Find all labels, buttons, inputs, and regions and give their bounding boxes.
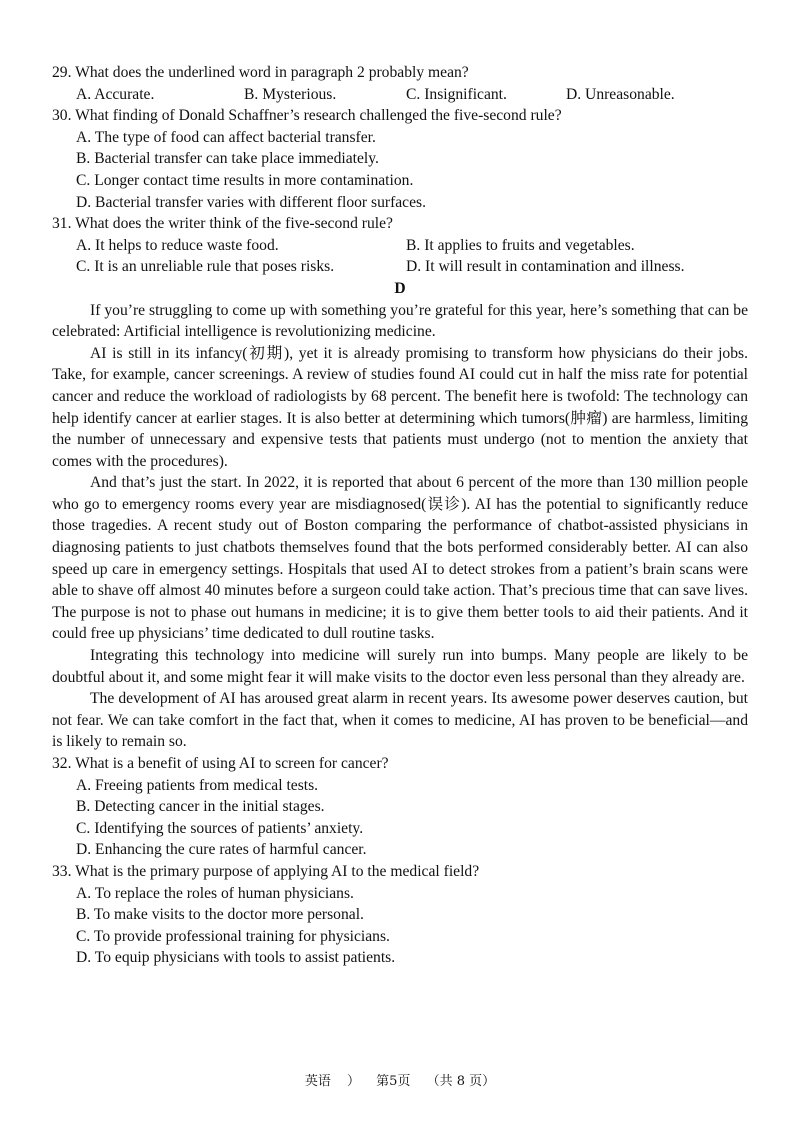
section-heading: D xyxy=(394,279,406,297)
option-d: D. Unreasonable. xyxy=(566,85,675,103)
option-b: B. Detecting cancer in the initial stages. xyxy=(76,798,325,816)
passage-paragraph: If you’re struggling to come up with something you’re grateful for this year, here’s something that can be celebrated: Artificial intelligence is revolutionizing medicine. xyxy=(52,301,748,341)
question-29 xyxy=(52,62,748,105)
option-b: B. It applies to fruits and vegetables. xyxy=(406,236,635,254)
option-b: B. Bacterial transfer can take place immediately. xyxy=(76,150,379,168)
option-a: A. The type of food can affect bacterial transfer. xyxy=(76,128,376,146)
reading-passage xyxy=(52,300,748,753)
exam-page xyxy=(52,62,748,969)
option-d: D. Enhancing the cure rates of harmful cancer. xyxy=(76,841,367,859)
passage-paragraph: AI is still in its infancy(初期), yet it is already promising to transform how physicians do their jobs. Take, for example, cancer screenings. A review of studies found AI could cut in half the miss rate for potential cancer and reduce the workload of radiologists by 68 percent. The benefit here is twofold: The technology can help identify cancer at earlier stages. It is also better at determining which tumors(肿瘤) are harmless, limiting the number of unnecessary and expensive tests that patients must undergo (not to mention the anxiety that comes with the procedures). xyxy=(52,344,748,470)
question-stem: 31. What does the writer think of the five-second rule? xyxy=(52,215,393,233)
footer-subject: 英语 xyxy=(304,1074,331,1089)
question-stem: 32. What is a benefit of using AI to screen for cancer? xyxy=(52,755,389,772)
passage-paragraph: The development of AI has aroused great alarm in recent years. Its awesome power deserves caution, but not fear. We can take comfort in the fact that, when it comes to medicine, AI has proven to be beneficial—and is likely to remain so. xyxy=(52,690,748,751)
question-stem: 30. What finding of Donald Schaffner’s research challenged the five-second rule? xyxy=(52,107,562,125)
page-footer xyxy=(0,1070,800,1089)
question-33 xyxy=(52,861,748,969)
options-row xyxy=(52,256,748,278)
options-row xyxy=(52,235,748,257)
footer-total-pages: （共 8 页） xyxy=(426,1074,496,1089)
option-a: A. To replace the roles of human physicians. xyxy=(76,884,354,902)
option-a: A. Accurate. xyxy=(76,85,155,103)
option-a: A. Freeing patients from medical tests. xyxy=(76,776,319,794)
question-31 xyxy=(52,213,748,278)
option-c: C. Insignificant. xyxy=(406,85,507,103)
footer-mark: ） xyxy=(347,1074,361,1089)
question-32 xyxy=(52,753,748,861)
option-c: C. To provide professional training for physicians. xyxy=(76,927,390,945)
passage-paragraph: Integrating this technology into medicine will surely run into bumps. Many people are likely to be doubtful about it, and some might fear it will make visits to the doctor even less personal than they already are. xyxy=(52,647,748,686)
option-b: B. Mysterious. xyxy=(244,85,337,103)
option-c: C. It is an unreliable rule that poses risks. xyxy=(76,258,335,276)
option-c: C. Longer contact time results in more contamination. xyxy=(76,171,414,189)
option-a: A. It helps to reduce waste food. xyxy=(76,236,279,254)
question-30 xyxy=(52,105,748,213)
option-b: B. To make visits to the doctor more personal. xyxy=(76,906,364,924)
option-d: D. It will result in contamination and illness. xyxy=(406,258,685,276)
question-stem: 33. What is the primary purpose of applying AI to the medical field? xyxy=(52,862,480,880)
question-stem: 29. What does the underlined word in paragraph 2 probably mean? xyxy=(52,64,469,81)
passage-paragraph: And that’s just the start. In 2022, it is reported that about 6 percent of the more than 130 million people who go to emergency rooms every year are misdiagnosed(误诊). AI has the potential to significantly reduce those tragedies. A recent study out of Boston comparing the performance of chatbot-assisted physicians in diagnosing patients to just chatbots themselves found that the bots performed considerably better. AI can also speed up care in emergency settings. Hospitals that used AI to detect strokes from a patient’s brain scans were able to shave off almost 40 minutes before a surgeon could take action. That’s precious time that can save lives. The purpose is not to phase out humans in medicine; it is to give them better tools to aid their patients. And it could free up physicians’ time dedicated to dull routine tasks. xyxy=(52,474,748,643)
options-row xyxy=(52,84,748,106)
option-d: D. Bacterial transfer varies with different floor surfaces. xyxy=(76,193,426,211)
option-c: C. Identifying the sources of patients’ anxiety. xyxy=(76,819,364,837)
option-d: D. To equip physicians with tools to assist patients. xyxy=(76,949,396,967)
footer-page-number: 第5页 xyxy=(376,1074,411,1089)
